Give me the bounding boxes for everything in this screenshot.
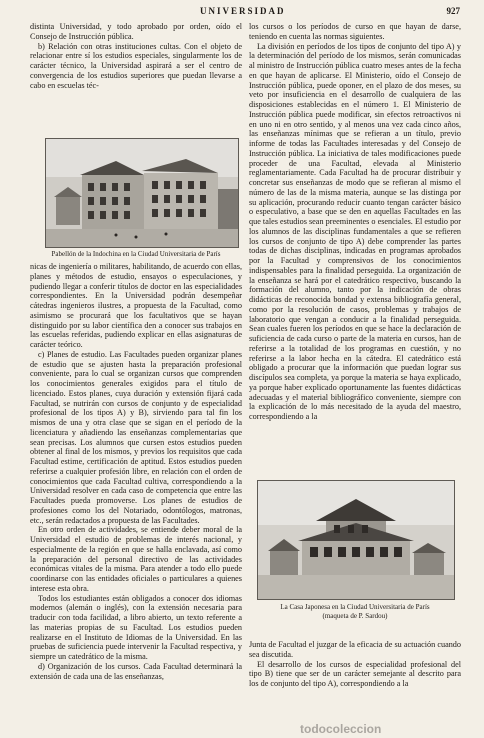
paragraph: Junta de Facultad el juzgar de la eficacia de su actuación cuando sea discutida. [249,640,461,659]
watermark: todocoleccion [300,722,382,736]
figure-2-caption-line-2: (maqueta de P. Sardou) [322,611,388,620]
column-1-top [30,22,242,134]
column-2-bottom [249,640,461,716]
paragraph: los cursos o los períodos de curso en que hayan de darse, teniendo en cuenta las normas siguientes. [249,22,461,41]
paragraph: d) Organización de los cursos. Cada Facultad determinará la extensión de cada una de las enseñanzas, [30,661,242,681]
paragraph: El desarrollo de los cursos de especialidad profesional del tipo B) tiene que ser de un carácter semejante al descrito para los de conjunto del tipo A), correspondiendo a la [249,659,461,688]
figure-2-caption [249,603,461,620]
figure-2-caption-line-1: La Casa Japonesa en la Ciudad Universitaria de París [280,603,430,611]
paragraph: nicas de ingeniería o militares, habilitando, de acuerdo con ellas, planes y métodos de estudio, ensayos o especulaciones, y pudiendo llegar a conferir títulos de doctor en las especialidades correspondientes. En la Universidad podrán desempeñar cátedras ingenieros ilustres, a propuesta de la Facultad, como asimismo se procurará que los facultativos que se hayan distinguido por su labor científica den a conocer sus trabajos en las escuelas referidas, pudiendo explicar en ellas asignaturas de carácter teórico. [30,262,242,349]
paragraph: Todos los estudiantes están obligados a conocer dos idiomas modernos (alemán o inglés), con la extensión necesaria para traducir con toda facilidad, a libro abierto, un texto referente a las materias propias de su Facultad. Los estudios pueden realizarse en el Instituto de Idiomas de la Universidad. En las pruebas de suficiencia puede intervenir la Facultad respectiva, y siempre un catedrático de la misma. [30,593,242,661]
column-2-top [249,22,461,456]
paragraph: b) Relación con otras instituciones cultas. Con el objeto de relacionar entre sí los estudios especiales, singularmente los de carácter técnico, la Universidad aspirará a ser el centro de convergencia de los estudios superiores que puedan llevarse a cabo en escuelas téc- [30,41,242,90]
paragraph: distinta Universidad, y todo aprobado por orden, oído el Consejo de Instrucción pública. [30,22,242,41]
running-title: UNIVERSIDAD [200,6,286,16]
page-number: 927 [446,6,460,16]
paragraph: En otro orden de actividades, se entiende deber moral de la Universidad el estudio de problemas de interés nacional, y especialmente de la región en que se halla enclavada, así como la preparación del personal directivo de las actividades económicas vitales de la misma. Para atender a todo ello puede coordinarse con las entidades oficiales o particulares a quienes interese esta obra. [30,525,242,593]
column-1-bottom [30,262,242,714]
paragraph: c) Planes de estudio. Las Facultades pueden organizar planes de estudio que se ajusten hasta la preparación profesional conveniente, para lo cual se organizan cursos que comprenden los conocimientos generales exigidos para el título de licenciado. Estos planes, cuya duración y extensión fijará cada Facultad, se nutrirán con cursos de conjunto y de especialidad profesional de los tipos A) y B), sirviendo para tal fin los mismos de una y otra clase que se sigan en el período de la licenciatura y añadiendo las enseñanzas complementarias que sean precisas. Los alumnos que cursen estos estudios pueden obtener al final de los mismos, y previos los requisitos que cada Facultad estime, certificación de aptitud. Estos estudios pueden referirse a cualquier profesión libre, en relación con el orden de conocimientos que cada Facultad cultiva, correspondiendo a la Universidad resolver en cada caso de competencia que entre las Facultades pueda promoverse. Los planes de estudios de profesiones como los del Notariado, odontólogos, matronas, etc., serán redactados a propuesta de las Facultades. [30,349,242,525]
paragraph: La división en períodos de los tipos de conjunto del tipo A) y la determinación del período de los mismos, serán comunicadas al ministro de Instrucción pública cuatro meses antes de la fecha en que hayan de aplicarse. El Ministerio, oído el Consejo de Instrucción pública, puede oponer, en el plazo de dos meses, su veto por insuficiencia en el desarrollo de cualquiera de las disposiciones establecidas en el número 1. El Ministerio de Instrucción pública puede modificar, sin efectos retroactivos ni en uno ni en otro sentido, y al menos una vez cada cinco años, las enseñanzas mínimas que se refieran a un título, previo informe de todas las Facultades interesadas y del Consejo de Instrucción pública. La iniciativa de tales modificaciones puede proceder de una Facultad, elevada al Ministerio reglamentariamente. Cada Facultad ha de procurar distribuir y concretar sus enseñanzas de modo que se refieran al mismo el número de las de la misma materia, aunque se las distinga por su aplicación, procurando reducir cuanto tengan carácter básico o especulativo, a base que se den en aquellas Facultades en las que tales estudios sean preeminentes o esenciales. El estudio por los alumnos de las disciplinas fundamentales a que se refieren los cursos de conjunto de tipo A) debe comprender las partes todas de dichas disciplinas, indicadas en programas aprobados por la Facultad y comprensivos de los conocimientos indispensables para la finalidad perseguida. La organización de la enseñanza se hará por el catedrático respectivo, buscando la formación del alumno, tanto por la indicación de obras didácticas de reconocida bondad y extensa bibliografía general, como por la resolución de casos, problemas y trabajos de laboratorio que vengan a conducir a la finalidad perseguida. Sean cuales fueren los períodos en que se hace la declaración de suficiencia de cada curso o parte de la materia en cursos, han de referirse a la totalidad de los programas en cuestión, y no referirse a la labor hecha en la cátedra. El catedrático está obligado a procurar que la información que puedan lograr sus discípulos sea completa, ya porque la materia se haya explicado, ya porque haber explicado oportunamente las fuentes didácticas adecuadas y el material bibliográfico conveniente, siempre con la explicación de lo más necesitado de la ayuda del maestro, correspondiendo a la [249,41,461,421]
figure-1-caption: Pabellón de la Indochina en la Ciudad Universitaria de París [51,250,221,258]
indochina-pavilion-photo [45,138,239,248]
page-header [30,6,460,20]
japanese-house-photo [257,480,455,600]
